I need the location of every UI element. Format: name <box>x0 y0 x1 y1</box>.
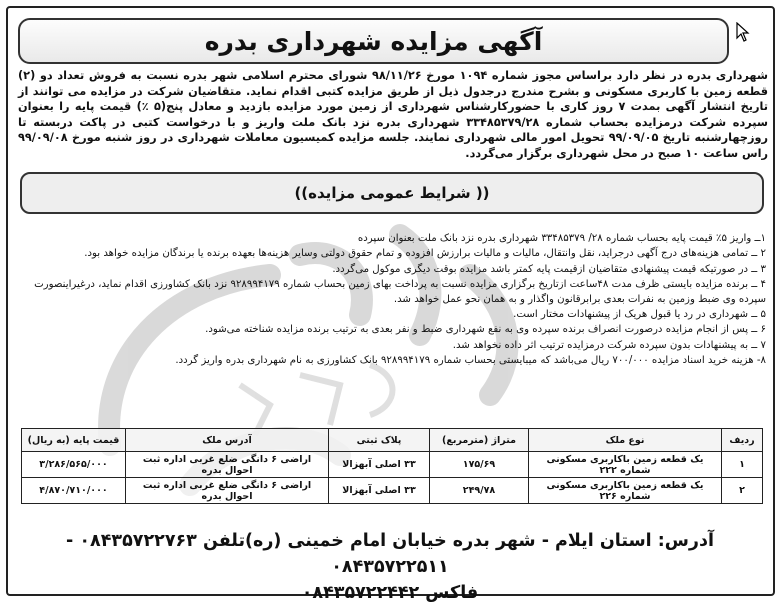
intro-paragraph <box>18 68 768 172</box>
footer-fax: فاکس ۰۸۴۳۵۷۲۲۴۴۲ <box>301 583 479 603</box>
conditions-list <box>18 232 766 418</box>
cell-row-number: ۱ <box>722 452 763 478</box>
section-title: (( شرایط عمومی مزایده)) <box>294 184 490 202</box>
condition-item: ۲ ــ تمامی هزینه‌های درج آگهی درجراید، نقل وانتقال، مالیات و مالیات برارزش افزوده و تمام حقوق دولتی وسایر هزینه‌ها بعهده برنده یا برندگان مزایده خواهد بود. <box>84 248 766 260</box>
table-row <box>22 452 763 478</box>
cell-base-price: ۴/۸۷۰/۷۱۰/۰۰۰ <box>22 478 126 504</box>
intro-text: شهرداری بدره در نظر دارد براساس مجوز شماره ۱۰۹۴ مورخ ۹۸/۱۱/۲۶ شورای محترم اسلامی شهر بدره نسبت به فروش تعداد دو (۲) قطعه زمین با کاربری مسکونی و بشرح مندرج درجدول ذیل از طریق مزایده کتبی اقدام نماید. متقاضیان شرکت در مزایده می توانند از تاریخ انتشار آگهی بمدت ۷ روز کاری با حضورکارشناس شهرداری از زمین مورد مزایده بازدید و معادل پنج(۵ ٪) قیمت پایه را بعنوان سپرده شرکت درمزایده بحساب شماره ۳۳۴۸۵۳۷۹/۲۸ شهرداری بدره نزد بانک ملت واریز و با درخواست کتبی در پاکت دربسته تا روزچهارشنبه تاریخ ۹۹/۰۹/۰۵ تحویل امور مالی شهرداری نمایند. جلسه مزایده کمیسیون معاملات شهرداری در روز شنبه مورخ ۹۹/۰۹/۰۸ راس ساعت ۱۰ صبح در محل شهرداری برگزار می‌گردد. <box>18 69 768 160</box>
col-property-type: نوع ملک <box>529 429 722 452</box>
contact-footer <box>14 528 766 606</box>
mouse-pointer-icon <box>736 22 750 42</box>
condition-item: ۵ ــ شهرداری در رد یا قبول هریک از پیشنهادات مختار است. <box>513 308 766 320</box>
condition-item: ۶ ــ پس از انجام مزایده درصورت انصراف برنده سپرده وی به نفع شهرداری ضبط و نفر بعدی به ترتیب برنده مزایده شناخته می‌شود. <box>205 324 766 336</box>
condition-item: ۸- هزینه خرید اسناد مزایده ۷۰۰/۰۰۰ ریال می‌باشد که میبایستی بحساب شماره ۹۲۸۹۹۴۱۷۹ بانک کشاورزی به نام شهرداری بدره واریز گردد. <box>175 354 766 366</box>
cell-row-number: ۲ <box>722 478 763 504</box>
condition-item: ۱ــ واریز ۵٪ قیمت پایه بحساب شماره ۲۸/ ۳۳۴۸۵۳۷۹ شهرداری بدره نزد بانک ملت بعنوان سپرده <box>357 233 766 244</box>
cell-address: اراضی ۶ دانگی ضلع غربی اداره ثبت احوال بدره <box>126 452 329 478</box>
condition-item: ۳ ــ در صورتیکه قیمت پیشنهادی متقاضیان ازقیمت پایه کمتر باشد مزایده بوقت دیگری موکول می‌گردد. <box>332 263 766 275</box>
table-row <box>22 478 763 504</box>
page-title: آگهی مزایده شهرداری بدره <box>204 26 543 56</box>
cell-address: اراضی ۶ دانگی ضلع غربی اداره ثبت احوال بدره <box>126 478 329 504</box>
col-row-number: ردیف <box>722 429 763 452</box>
cell-area: ۲۴۹/۷۸ <box>430 478 529 504</box>
cell-property-type: یک قطعه زمین باکاربری مسکونی شماره ۲۲۶ <box>529 478 722 504</box>
table-header-row <box>22 429 763 452</box>
condition-item: ۴ ــ برنده مزایده بایستی ظرف مدت ۴۸ساعت ازتاریخ برگزاری مزایده نسبت به پرداخت بهای زمین بحساب شماره ۹۲۸۹۹۴۱۷۹ نزد بانک کشاورزی اقدام نماید، درغیراینصورت سپرده وی ضبط وزمین به نفرات بعدی برابرقانون واگذار و به همان نحو عمل خواهد شد. <box>34 278 766 305</box>
col-address: آدرس ملک <box>126 429 329 452</box>
cell-base-price: ۳/۲۸۶/۵۶۵/۰۰۰ <box>22 452 126 478</box>
cell-registry-plate: ۳۳ اصلی آبهزالا <box>329 478 430 504</box>
col-base-price: قیمت پایه (به ریال) <box>22 429 126 452</box>
col-registry-plate: پلاک ثبتی <box>329 429 430 452</box>
cell-property-type: یک قطعه زمین باکاربری مسکونی شماره ۲۲۲ <box>529 452 722 478</box>
cell-area: ۱۷۵/۶۹ <box>430 452 529 478</box>
property-table <box>21 428 763 504</box>
condition-item: ۷ ــ به پیشنهادات بدون سپرده شرکت درمزایده ترتیب اثر داده نخواهد شد. <box>452 339 766 351</box>
footer-address: آدرس: استان ایلام - شهر بدره خیابان امام خمینی (ره)تلفن ۰۸۴۳۵۷۲۲۷۶۳ - ۰۸۴۳۵۷۲۲۵۱۱ <box>66 531 714 577</box>
col-area: متراژ (مترمربع) <box>430 429 529 452</box>
title-banner <box>18 18 729 64</box>
cell-registry-plate: ۳۳ اصلی آبهزالا <box>329 452 430 478</box>
